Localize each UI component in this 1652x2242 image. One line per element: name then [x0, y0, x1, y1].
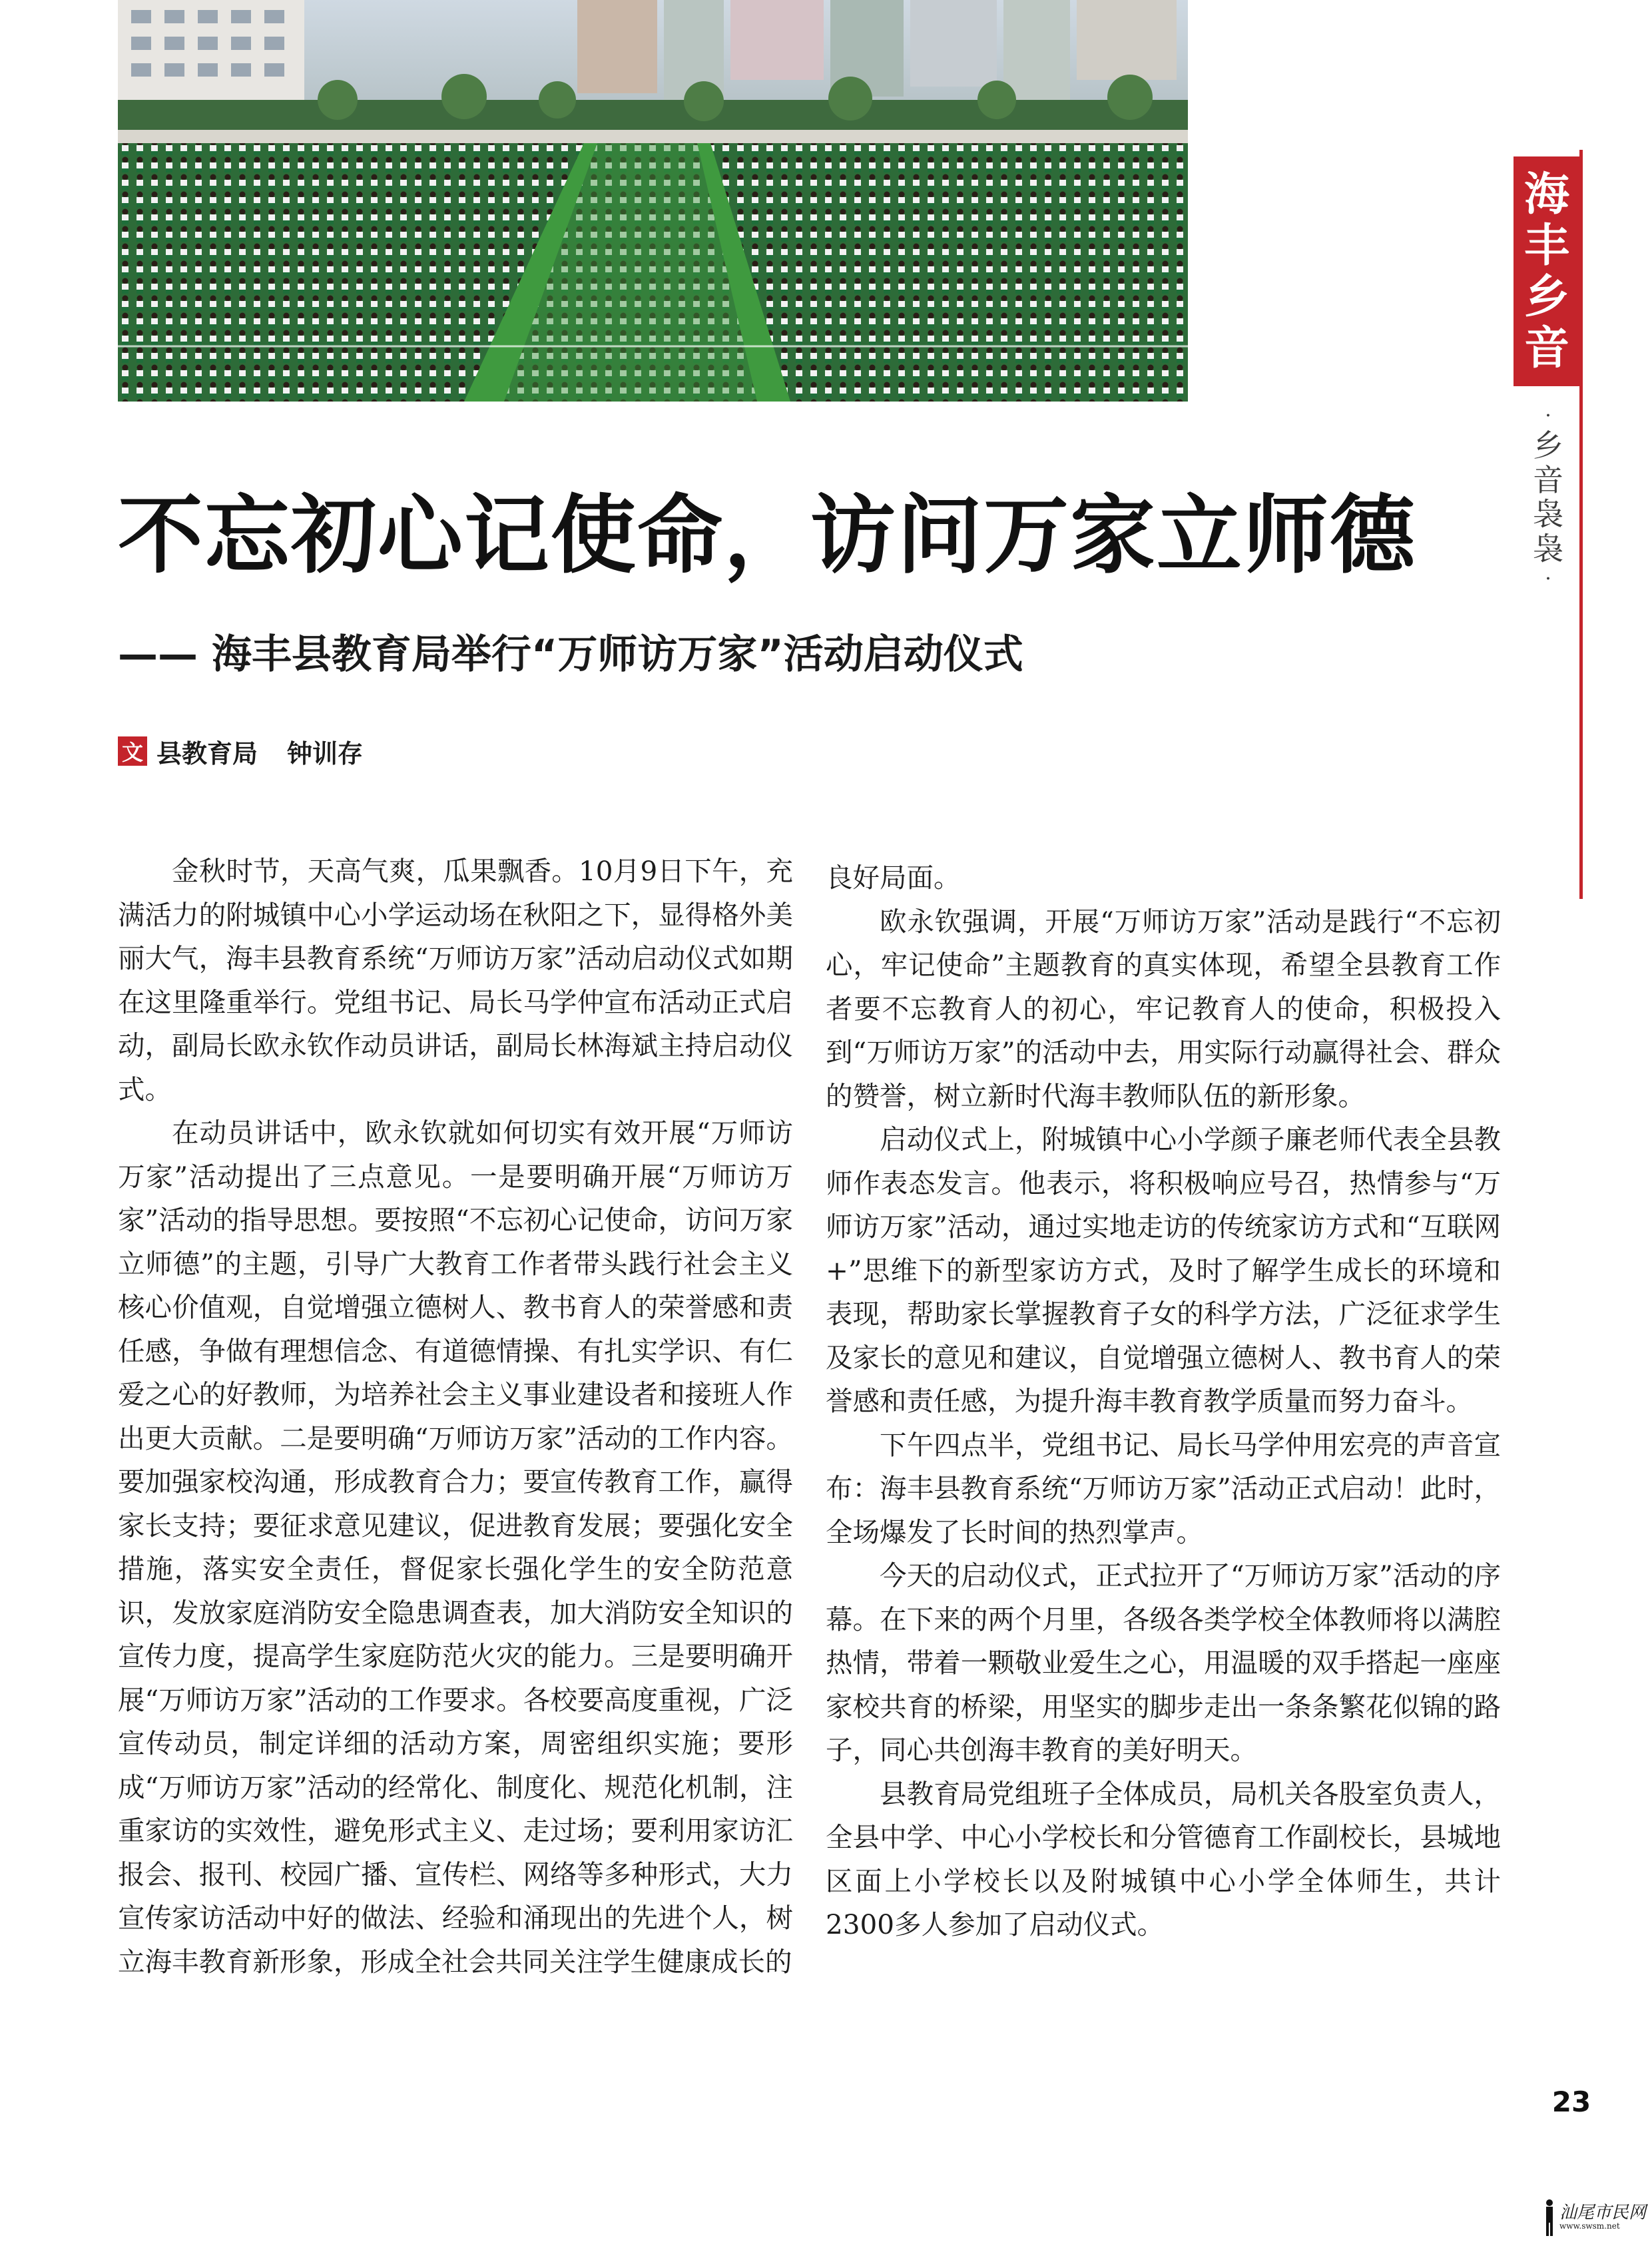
column-subtitle-char-3: 袅: [1533, 496, 1563, 533]
column-subtitle-char-4: 袅: [1533, 530, 1563, 567]
column-banner: [1514, 156, 1580, 386]
byline: [118, 732, 363, 770]
paragraph: 下午四点半，党组书记、局长马学仲用宏亮的声音宣布：海丰县教育系统“万师访万家”活动正式启动！此时，全场爆发了长时间的热烈掌声。: [826, 1428, 1501, 1548]
paragraph: 金秋时节，天高气爽，瓜果飘香。10月9日下午，充满活力的附城镇中心小学运动场在秋阳之下，显得格外美丽大气，海丰县教育系统“万师访万家”活动启动仪式如期在这里隆重举行。党组书记、局长马学仲宣布活动正式启动，副局长欧永钦作动员讲话，副局长林海斌主持启动仪式。: [118, 855, 793, 1105]
column-subtitle-char-2: 音: [1533, 461, 1563, 498]
paragraph: 今天的启动仪式，正式拉开了“万师访万家”活动的序幕。在下来的两个月里，各级各类学校全体教师将以满腔热情，带着一颗敬业爱生之心，用温暖的双手搭起一座座家校共育的桥梁，用坚实的脚步走出一条条繁花似锦的路子，同心共创海丰教育的美好明天。: [826, 1559, 1501, 1766]
watermark-url: www.swsm.net: [1559, 2221, 1620, 2231]
paragraph: 县教育局党组班子全体成员，局机关各股室负责人，全县中学、中心小学校长和分管德育工作副校长，县城地区面上小学校长以及附城镇中心小学全体师生，共计2300多人参加了启动仪式。: [826, 1777, 1501, 1940]
column-subtitle-dot-bottom: ·: [1545, 567, 1551, 591]
column-char-3: 乡: [1523, 270, 1569, 324]
article-title: 不忘初心记使命，访问万家立师德: [118, 486, 1417, 585]
paragraph: 在动员讲话中，欧永钦就如何切实有效开展“万师访万家”活动提出了三点意见。一是要明确开展“万师访万家”活动的指导思想。要按照“不忘初心记使命，访问万家立师德”的主题，引导广大教育工作者带头践行社会主义核心价值观，自觉增强立德树人、教书育人的荣誉感和责任感，争做有理想信念、有道德情操、有扎实学识、有仁爱之心的好教师，为培养社会主义事业建设者和接班人作出更大贡献。二是要明确“万师访万家”活动的工作内容。要加强家校沟通，形成教育合力；要宣传教育工作，赢得家长支持；要征求意见建议，促进教育发展；要强化安全措施，落实安全责任，督促家长强化学生的安全防范意识，发放家庭消防安全隐患调查表，加大消防安全知识的宣传力度，提高学生家庭防范火灾的能力。三是要明确开展“万师访万家”活动的工作要求。各校要高度重视，广泛宣传动员，制定详细的活动方案，周密组织实施；要形成“万师访万家”活动的经常化、制度化、规范化机制，注重家访的实效性，避免形式主义、走过场；要利用家访汇报会、报刊、校园广播、宣传栏、网络等多种形式，大力宣传家访活动中好的做法、经验和涌现出的先进个人，树立海丰教育新形象，形成全社会共同关注学生健康成长的: [118, 1117, 793, 1978]
paragraph-continuation: 良好局面。: [826, 862, 961, 894]
paragraph: 启动仪式上，附城镇中心小学颜子廉老师代表全县教师作表态发言。他表示，将积极响应号召，热情参与“万师访万家”活动，通过实地走访的传统家访方式和“互联网+”思维下的新型家访方式，及时了解学生成长的环境和表现，帮助家长掌握教育子女的科学方法，广泛征求学生及家长的意见和建议，自觉增强立德树人、教书育人的荣誉感和责任感，为提升海丰教育教学质量而努力奋斗。: [826, 1123, 1501, 1417]
paragraph: 欧永钦强调，开展“万师访万家”活动是践行“不忘初心，牢记使命”主题教育的真实体现，希望全县教育工作者要不忘教育人的初心，牢记教育人的使命，积极投入到“万师访万家”的活动中去，用实际行动赢得社会、群众的赞誉，树立新时代海丰教师队伍的新形象。: [826, 905, 1501, 1112]
text-credit-icon: 文: [118, 736, 147, 766]
column-char-4: 音: [1523, 322, 1569, 376]
column-char-2: 丰: [1523, 218, 1569, 272]
left-column: [118, 850, 793, 2118]
column-subtitle-dot-top: ·: [1545, 404, 1551, 427]
byline-author: 钟训存: [287, 738, 364, 768]
right-column: [826, 856, 1501, 2125]
column-subtitle: [1525, 403, 1571, 592]
page-number: 23: [1551, 2086, 1591, 2118]
event-photo: [118, 0, 1188, 402]
event-photo-illustration: [118, 0, 1188, 402]
byline-unit: 县教育局: [156, 738, 258, 768]
site-watermark: [1543, 2197, 1646, 2237]
column-subtitle-char-1: 乡: [1533, 427, 1563, 463]
person-silhouette-icon: [1543, 2198, 1555, 2237]
watermark-site-name: 汕尾市民网: [1559, 2203, 1647, 2223]
article-subtitle: —— 海丰县教育局举行“万师访万家”活动启动仪式: [118, 631, 1023, 678]
column-char-1: 海: [1523, 167, 1569, 221]
